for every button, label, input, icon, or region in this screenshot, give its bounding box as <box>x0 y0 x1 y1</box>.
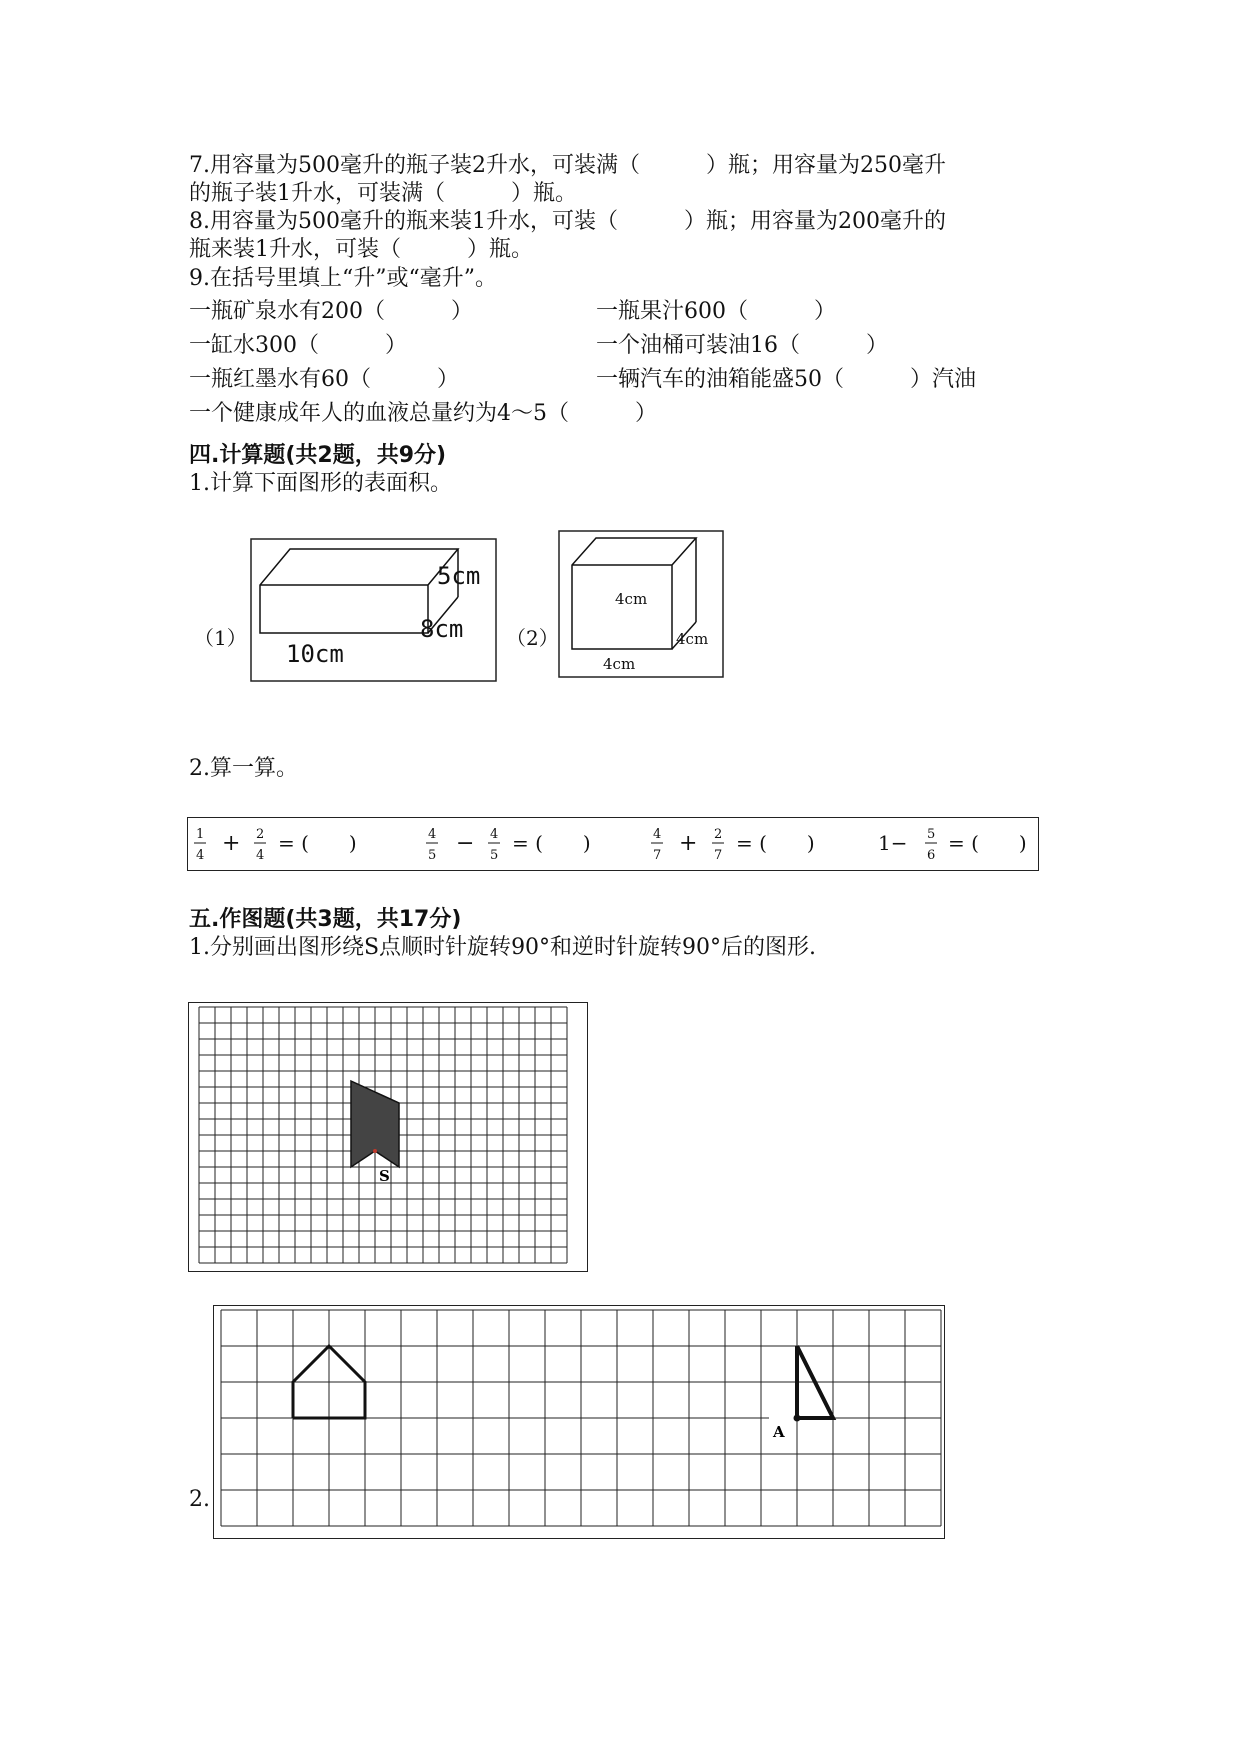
q9-item-2: 一瓶果汁600（ ） <box>596 299 836 324</box>
q9-item-3: 一缸水300（ ） <box>189 333 407 358</box>
q8-line-1: 8.用容量为500毫升的瓶来装1升水，可装（ ）瓶；用容量为200毫升的 <box>189 209 946 234</box>
point-a-marker <box>794 1415 801 1422</box>
problem-2-b-denominator: 5 <box>490 848 499 863</box>
problem-3-operator: + <box>679 831 698 856</box>
fraction-problems-box <box>187 817 1039 871</box>
fraction-problem-1 <box>194 827 357 863</box>
fraction-problems <box>188 818 1038 870</box>
q9-item-4: 一个油桶可装油16（ ） <box>596 333 888 358</box>
q8-line-2: 瓶来装1升水，可装（ ）瓶。 <box>189 237 533 262</box>
q9-item-7: 一个健康成年人的血液总量约为4～5（ ） <box>189 401 657 426</box>
cuboid-width-label: 8cm <box>420 615 464 643</box>
problem-2-answer: = ( ) <box>512 831 591 855</box>
point-s-label: S <box>379 1167 390 1185</box>
rotation-grid-frame <box>188 1002 588 1272</box>
cube-front-label: 4cm <box>615 590 648 608</box>
fraction-problem-2 <box>426 827 591 863</box>
section-5-q1: 1.分别画出图形绕S点顺时针旋转90°和逆时针旋转90°后的图形. <box>189 935 817 960</box>
problem-1-b-denominator: 4 <box>256 848 265 863</box>
rotation-grid <box>189 1003 587 1271</box>
problem-3-b-numerator: 2 <box>714 827 723 842</box>
cuboid-length-label: 10cm <box>286 640 344 668</box>
section-5-heading: 五.作图题(共3题，共17分) <box>189 907 462 932</box>
problem-2-b-numerator: 4 <box>490 827 499 842</box>
problem-3-a-denominator: 7 <box>653 848 662 863</box>
fraction-problem-4 <box>878 827 1027 863</box>
problem-3-b-denominator: 7 <box>714 848 723 863</box>
q9-item-5: 一瓶红墨水有60（ ） <box>189 367 459 392</box>
section-5-q2-marker: 2. <box>189 1487 210 1512</box>
problem-4-whole: 1− <box>878 831 908 855</box>
q9-item-6: 一辆汽车的油箱能盛50（ ）汽油 <box>596 367 976 392</box>
cuboid-height-label: 5cm <box>437 562 481 590</box>
problem-2-a-denominator: 5 <box>428 848 437 863</box>
problem-2-a-numerator: 4 <box>428 827 437 842</box>
problem-1-a-denominator: 4 <box>196 848 205 863</box>
figure-1-marker: （1） <box>194 626 247 650</box>
cube-side-label: 4cm <box>676 630 709 648</box>
drawing-grid <box>214 1306 944 1538</box>
q7-line-1: 7.用容量为500毫升的瓶子装2升水，可装满（ ）瓶；用容量为250毫升 <box>189 153 946 178</box>
q9-title: 9.在括号里填上“升”或“毫升”。 <box>189 266 497 291</box>
q7-line-2: 的瓶子装1升水，可装满（ ）瓶。 <box>189 181 577 206</box>
problem-1-operator: + <box>222 831 241 856</box>
problem-1-answer: = ( ) <box>278 831 357 855</box>
problem-4-b-denominator: 6 <box>927 848 936 863</box>
section-4-heading: 四.计算题(共2题，共9分) <box>189 443 447 468</box>
problem-2-operator: − <box>456 831 475 856</box>
problem-1-b-numerator: 2 <box>256 827 265 842</box>
cube-bottom-label: 4cm <box>603 655 636 673</box>
point-a-label: A <box>773 1423 785 1441</box>
point-s-marker <box>373 1149 377 1153</box>
figure-2-marker: （2） <box>506 626 559 650</box>
problem-4-answer: = ( ) <box>948 831 1027 855</box>
problem-1-a-numerator: 1 <box>196 827 205 842</box>
problem-3-a-numerator: 4 <box>653 827 662 842</box>
section-4-q1: 1.计算下面图形的表面积。 <box>189 471 452 496</box>
section-4-q2: 2.算一算。 <box>189 756 298 781</box>
drawing-grid-frame <box>213 1305 945 1539</box>
fraction-problem-3 <box>651 827 815 863</box>
q9-item-1: 一瓶矿泉水有200（ ） <box>189 299 473 324</box>
problem-3-answer: = ( ) <box>736 831 815 855</box>
problem-4-b-numerator: 5 <box>927 827 936 842</box>
